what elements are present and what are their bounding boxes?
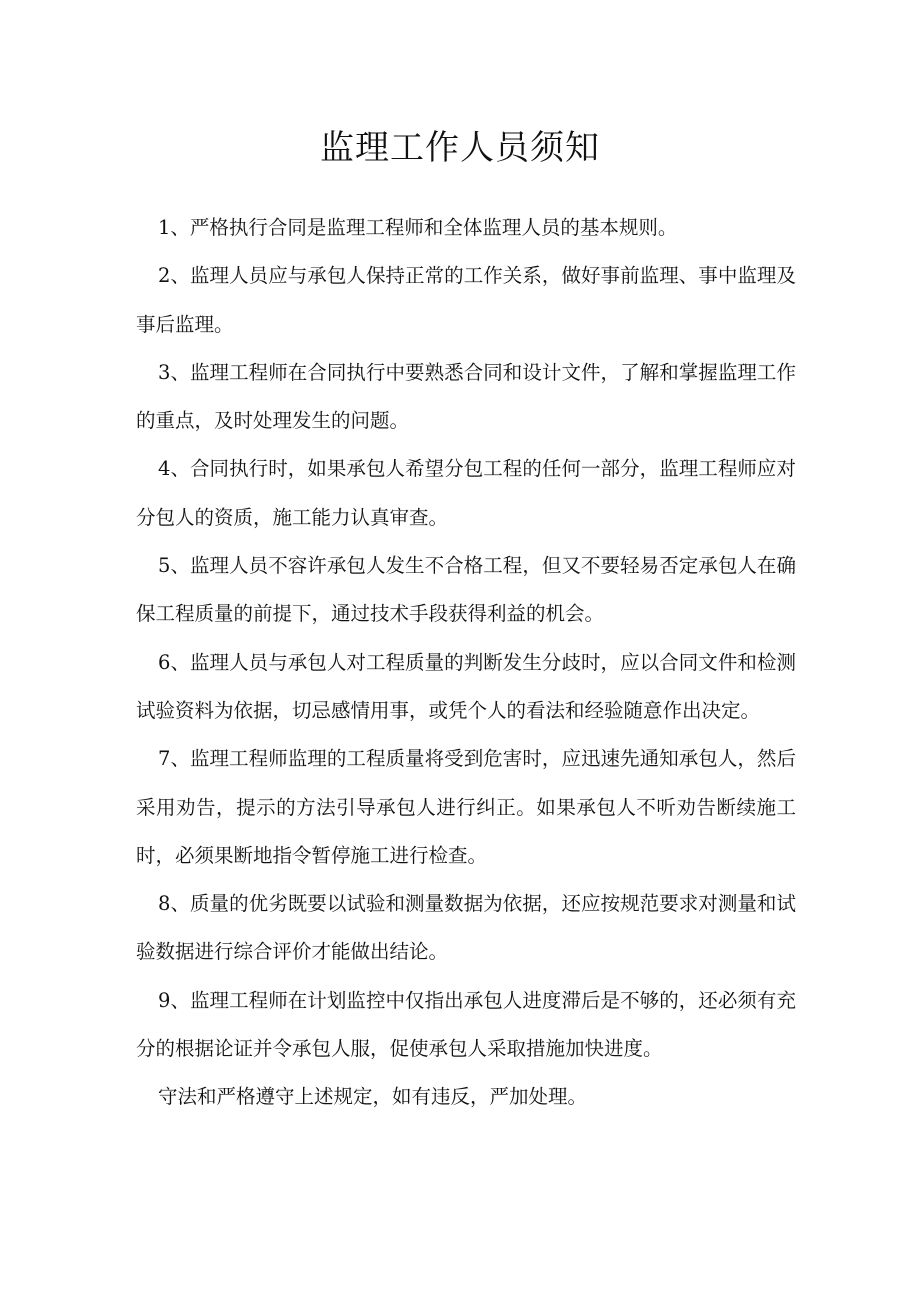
- paragraph-4: 4、合同执行时，如果承包人希望分包工程的任何一部分，监理工程师应对分包人的资质，施工能力认真审查。: [136, 457, 796, 529]
- paragraph-2: 2、监理人员应与承包人保持正常的工作关系，做好事前监理、事中监理及事后监理。: [136, 264, 796, 336]
- paragraph-9: 9、监理工程师在计划监控中仅指出承包人进度滞后是不够的，还必须有充分的根据论证并令承包人服，促使承包人采取措施加快进度。: [136, 988, 796, 1061]
- paragraph-3: 3、监理工程师在合同执行中要熟悉合同和设计文件，了解和掌握监理工作的重点，及时处理发生的问题。: [136, 360, 796, 433]
- page-title: 监理工作人员须知: [320, 128, 600, 168]
- paragraph-7: 7、监理工程师监理的工程质量将受到危害时，应迅速先通知承包人，然后采用劝告，提示的方法引导承包人进行纠正。如果承包人不听劝告断续施工时，必须果断地指令暂停施工进行检查。: [136, 747, 796, 867]
- paragraph-8: 8、质量的优劣既要以试验和测量数据为依据，还应按规范要求对测量和试验数据进行综合评价才能做出结论。: [136, 892, 796, 964]
- closing-statement: 守法和严格遵守上述规定，如有违反，严加处理。: [158, 1085, 588, 1109]
- paragraph-1: 1、严格执行合同是监理工程师和全体监理人员的基本规则。: [158, 216, 678, 239]
- document-body: [136, 204, 796, 1122]
- paragraph-5: 5、监理人员不容许承包人发生不合格工程，但又不要轻易否定承包人在确保工程质量的前提下，通过技术手段获得利益的机会。: [136, 554, 796, 626]
- paragraph-6: 6、监理人员与承包人对工程质量的判断发生分歧时，应以合同文件和检测试验资料为依据，切忌感情用事，或凭个人的看法和经验随意作出决定。: [136, 650, 796, 722]
